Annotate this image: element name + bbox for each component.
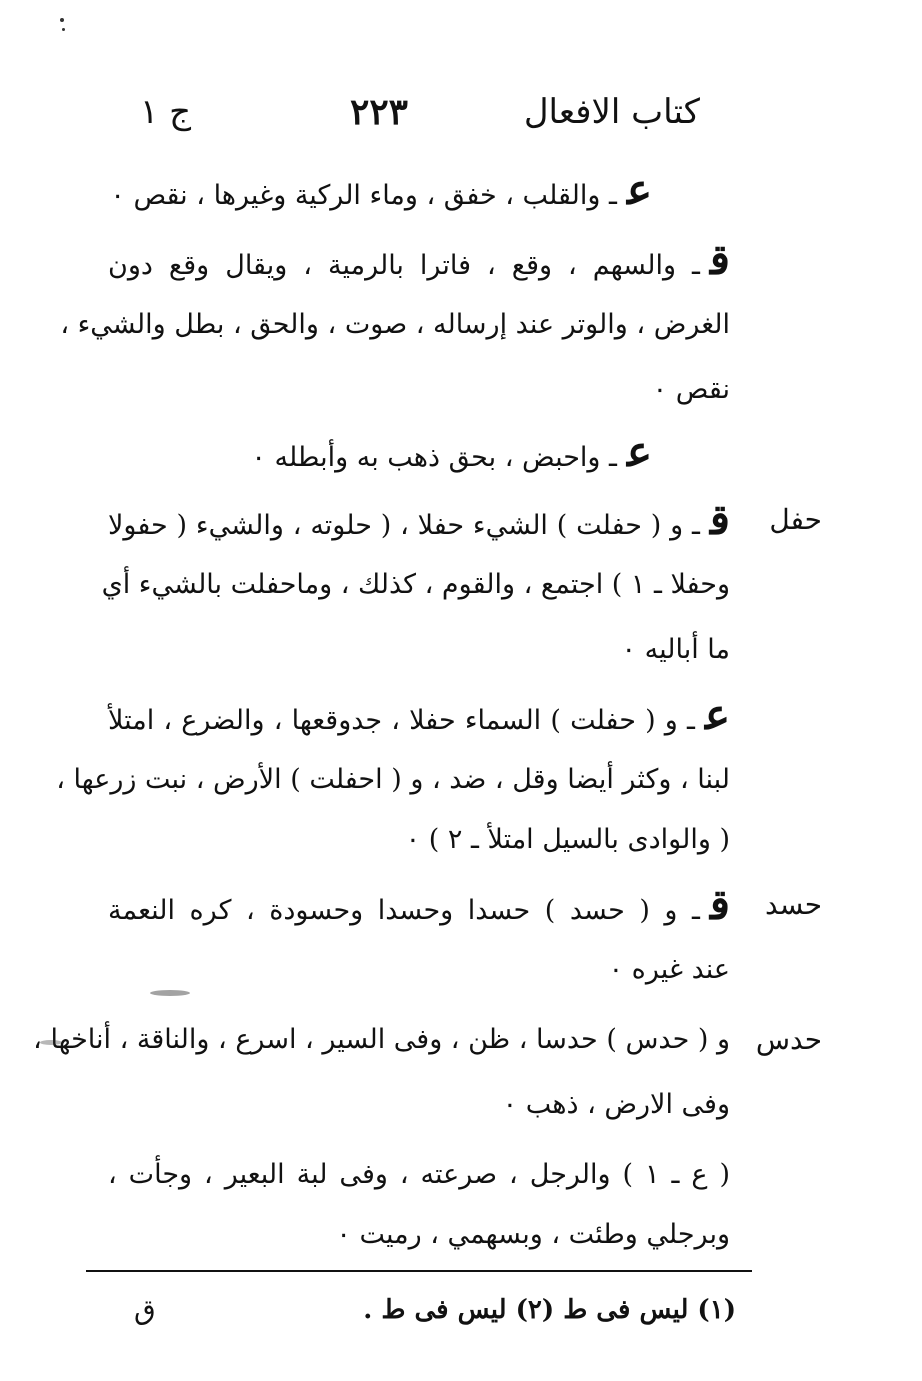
text-line [108,630,730,670]
ink-smudge [150,990,190,996]
text-line [108,690,730,741]
line-text: و ( حدس ) حدسا ، ظن ، وفى السير ، اسرع ، والناقة ، أناخها ، [33,1024,730,1055]
line-text: ـ و ( حفلت ) السماء حفلا ، جدوقعها ، والضرع ، امتلأ [108,705,695,736]
text-line [108,165,652,216]
signature-mark: ق [134,1293,156,1326]
line-text: ( ع ـ ١ ) والرجل ، صرعته ، وفى لبة البعير ، وجأت ، [108,1159,730,1190]
line-text: ( والوادى بالسيل امتلأ ـ ٢ ) ٠ [405,824,730,855]
text-line [108,427,652,478]
text-line [108,820,730,860]
volume-label: ج ١ [140,92,192,132]
page-speck [60,18,64,22]
text-line [33,1020,730,1060]
source-marker: ق [709,235,730,284]
ink-smudge [40,1040,62,1045]
root-word: حسد [765,888,822,921]
line-text: وحفلا ـ ١ ) اجتمع ، والقوم ، كذلك ، وماحفلت بالشيء أي [101,569,730,600]
text-line [101,565,730,605]
line-text: لبنا ، وكثر أيضا وقل ، ضد ، و ( احفلت ) الأرض ، نبت زرعها ، [56,764,730,795]
line-text: ـ والقلب ، خفق ، وماء الركية وغيرها ، نقص ٠ [110,180,617,211]
source-marker: ع [704,690,730,739]
footnote: (١) ليس فى ط (٢) ليس فى ط . [363,1295,736,1325]
line-text: وفى الارض ، ذهب ٠ [502,1089,730,1120]
text-line [108,1215,730,1255]
text-line [108,235,730,286]
line-text: عند غيره ٠ [608,954,730,985]
page-number: ٢٢٣ [350,91,409,133]
root-word: حفل [769,503,822,536]
text-line [108,1085,730,1125]
running-header-title: كتاب الافعال [523,92,700,132]
footnote-divider [86,1270,752,1272]
text-line [60,305,730,345]
line-text: ما أباليه ٠ [621,634,730,665]
source-marker: ق [709,495,730,544]
text-line [56,760,730,800]
source-marker: ع [626,427,652,476]
text-line [108,370,730,410]
page-speck [62,28,65,31]
text-line [108,950,730,990]
line-text: الغرض ، والوتر عند إرساله ، صوت ، والحق ، بطل والشيء ، [60,309,730,340]
source-marker: ق [709,880,730,929]
line-text: وبرجلي وطئت ، وبسهمي ، رميت ٠ [336,1219,730,1250]
line-text: ـ واحبض ، بحق ذهب به وأبطله ٠ [251,442,617,473]
source-marker: ع [626,165,652,214]
text-line [108,495,730,546]
text-line [108,1155,730,1195]
line-text: ـ و ( حفلت ) الشيء حفلا ، ( حلوته ، والشيء ( حفولا [108,510,700,541]
text-line [108,880,730,931]
line-text: نقص ٠ [652,374,730,405]
root-word: حدس [755,1023,822,1056]
line-text: ـ والسهم ، وقع ، فاترا بالرمية ، ويقال وقع دون [108,250,700,281]
line-text: ـ و ( حسد ) حسدا وحسدا وحسودة ، كره النعمة [108,895,700,926]
